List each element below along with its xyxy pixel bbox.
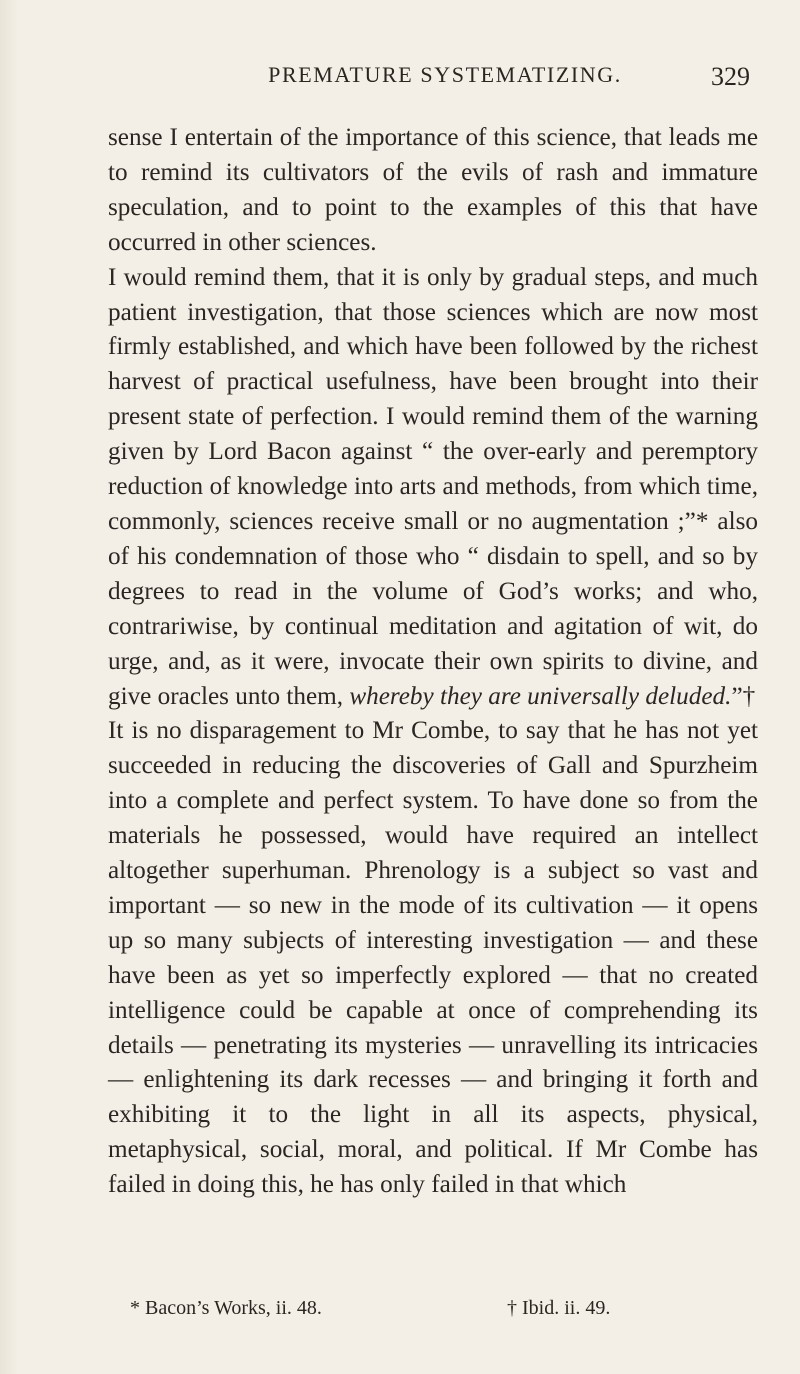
paragraph-2-italic: whereby they are universally deluded.	[349, 682, 732, 710]
page-number: 329	[711, 62, 750, 91]
footnotes	[100, 1297, 740, 1337]
paragraph-2-text: I would remind them, that it is only by gradual steps, and much patient investigation, that those sciences which are now most firmly established, and which have been followed by the richest harvest of practical usefulness, have been brought into their present state of perfection. I would remind them of the warning given by Lord Bacon against “ the over-early and peremptory reduction of knowledge into arts and methods, from which time, commonly, sciences receive small or no augmentation ;”* also of his condemnation of those who “ disdain to spell, and so by degrees to read in the volume of God’s works; and who, contrariwise, by continual meditation and agitation of wit, do urge, and, as it were, invocate their own spirits to divine, and give oracles unto them,	[108, 263, 758, 710]
paragraph-3: It is no disparagement to Mr Combe, to say that he has not yet succeeded in reducing the discoveries of Gall and Spurzheim into a complete and perfect system. To have done so from the materials he possessed, would have required an intellect altogether superhuman. Phrenology is a subject so vast and important — so new in the mode of its cultivation — it opens up so many subjects of interesting investigation — and these have been as yet so imperfectly explored — that no created intelligence could be capable at once of comprehending its details — penetrating its mysteries — unravelling its intricacies — enlightening its dark recesses — and bringing it forth and exhibiting it to the light in all its aspects, physical, metaphysical, social, moral, and political. If Mr Combe has failed in doing this, he has only failed in that which	[108, 717, 758, 1199]
footnote-2: † Ibid. ii. 49.	[507, 1297, 611, 1319]
paragraph-1: sense I entertain of the importance of this science, that leads me to remind its cultivators of the evils of rash and immature speculation, and to point to the examples of this that have occurred in other sciences.	[108, 124, 758, 256]
footnote-1: * Bacon’s Works, ii. 48.	[130, 1297, 322, 1319]
running-head: PREMATURE SYSTEMATIZING.	[268, 62, 622, 87]
paragraph-2-closing: ”†	[731, 682, 756, 710]
page-header	[140, 62, 750, 102]
paragraph-2	[108, 261, 758, 715]
body-text	[108, 121, 758, 1203]
page-gutter-shadow	[0, 0, 18, 1374]
